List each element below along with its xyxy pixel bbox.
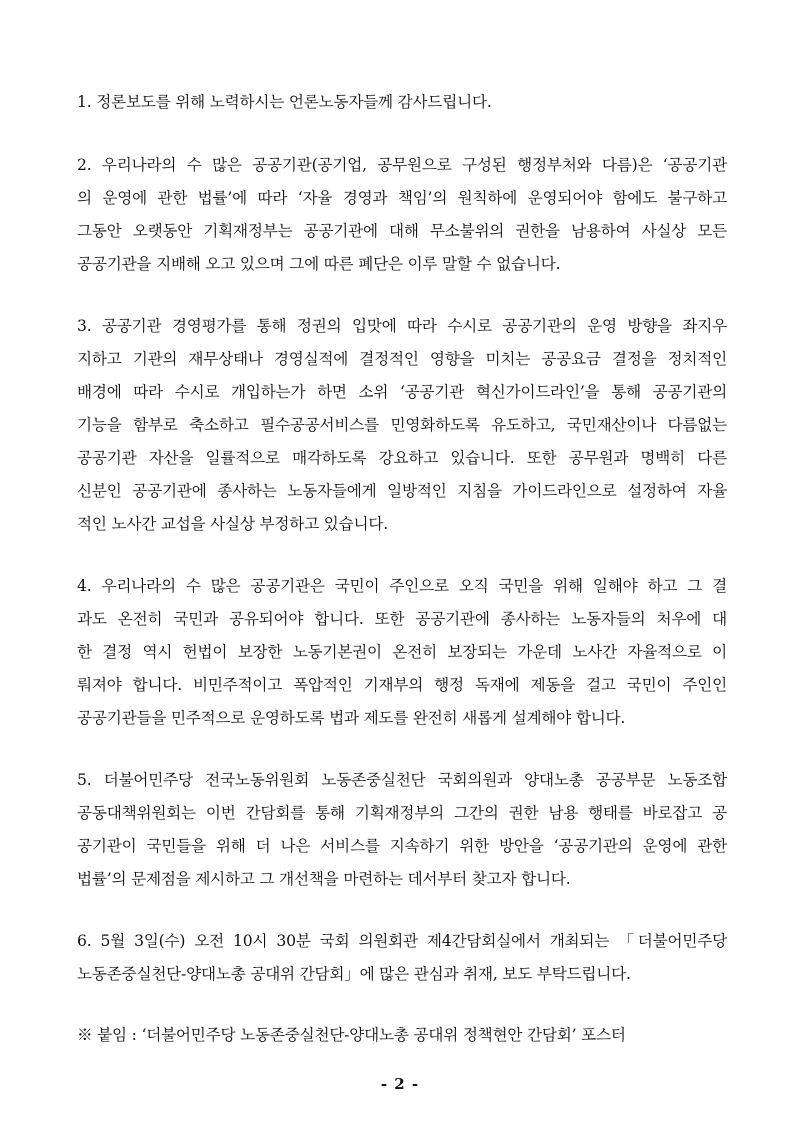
paragraph-5-line-2: 공동대책위원회는 이번 간담회를 통해 기획재정부의 그간의 권한 남용 행태를 바로잡고 공 [77,804,727,822]
paragraph-4-line-1: 4. 우리나라의 수 많은 공공기관은 국민이 주인으로 오직 국민을 위해 일해야 하고 그 결 [77,577,727,595]
paragraph-4-line-3: 한 결정 역시 헌법이 보장한 노동기본권이 온전히 보장되는 가운데 노사간 자율적으로 이 [77,643,727,661]
attachment-note: ※ 붙임 : ‘더불어민주당 노동존중실천단-양대노총 공대위 정책현안 간담회’ 포스터 [77,1026,626,1044]
paragraph-2-line-4: 공공기관을 지배해 오고 있으며 그에 따른 폐단은 이루 말할 수 없습니다. [77,255,561,273]
paragraph-3-line-6: 신분인 공공기관에 종사하는 노동자들에게 일방적인 지침을 가이드라인으로 설정하여 자율 [77,482,727,500]
paragraph-1-line-1: 1. 정론보도를 위해 노력하시는 언론노동자들께 감사드립니다. [77,93,492,111]
paragraph-3-line-2: 지하고 기관의 재무상태나 경영실적에 결정적인 영향을 미치는 공공요금 결정을 정치적인 [77,350,727,368]
paragraph-5-line-1: 5. 더불어민주당 전국노동위원회 노동존중실천단 국회의원과 양대노총 공공부문 노동조합 [77,771,727,789]
page-number: - 2 - [380,1075,420,1093]
paragraph-5-line-3: 공기관이 국민들을 위해 더 나은 서비스를 지속하기 위한 방안을 ‘공공기관의 운영에 관한 [77,837,727,855]
paragraph-6-line-1: 6. 5월 3일(수) 오전 10시 30분 국회 의원회관 제4간담회실에서 개최되는 「더불어민주당 [77,932,727,950]
paragraph-3-line-3: 배경에 따라 수시로 개입하는가 하면 소위 ‘공공기관 혁신가이드라인’을 통해 공공기관의 [77,383,727,401]
paragraph-3-line-7: 적인 노사간 교섭을 사실상 부정하고 있습니다. [77,515,388,533]
paragraph-2-line-1: 2. 우리나라의 수 많은 공공기관(공기업, 공무원으로 구성된 행정부처와 다름)은 ‘공공기관 [77,156,727,174]
paragraph-3-line-1: 3. 공공기관 경영평가를 통해 정권의 입맛에 따라 수시로 공공기관의 운영 방향을 좌지우 [77,317,727,335]
paragraph-3-line-4: 기능을 함부로 축소하고 필수공공서비스를 민영화하도록 유도하고, 국민재산이나 다름없는 [77,416,727,434]
paragraph-3-line-5: 공공기관 자산을 일률적으로 매각하도록 강요하고 있습니다. 또한 공무원과 명백히 다른 [77,449,727,467]
paragraph-5-line-4: 법률’의 문제점을 제시하고 그 개선책을 마련하는 데서부터 찾고자 합니다. [77,870,571,888]
paragraph-2-line-2: 의 운영에 관한 법률’에 따라 ‘자율 경영과 책임’의 원칙하에 운영되어야 함에도 불구하고 [77,189,727,207]
paragraph-4-line-5: 공공기관들을 민주적으로 운영하도록 법과 제도를 완전히 새롭게 설계해야 합니다. [77,709,626,727]
paragraph-6-line-2: 노동존중실천단-양대노총 공대위 간담회」에 많은 관심과 취재, 보도 부탁드립니다. [77,965,631,983]
paragraph-4-line-2: 과도 온전히 국민과 공유되어야 합니다. 또한 공공기관에 종사하는 노동자들의 처우에 대 [77,610,727,628]
paragraph-4-line-4: 뤄져야 합니다. 비민주적이고 폭압적인 기재부의 행정 독재에 제동을 걸고 국민이 주인인 [77,676,727,694]
paragraph-2-line-3: 그동안 오랫동안 기획재정부는 공공기관에 대해 무소불위의 권한을 남용하여 사실상 모든 [77,222,727,240]
